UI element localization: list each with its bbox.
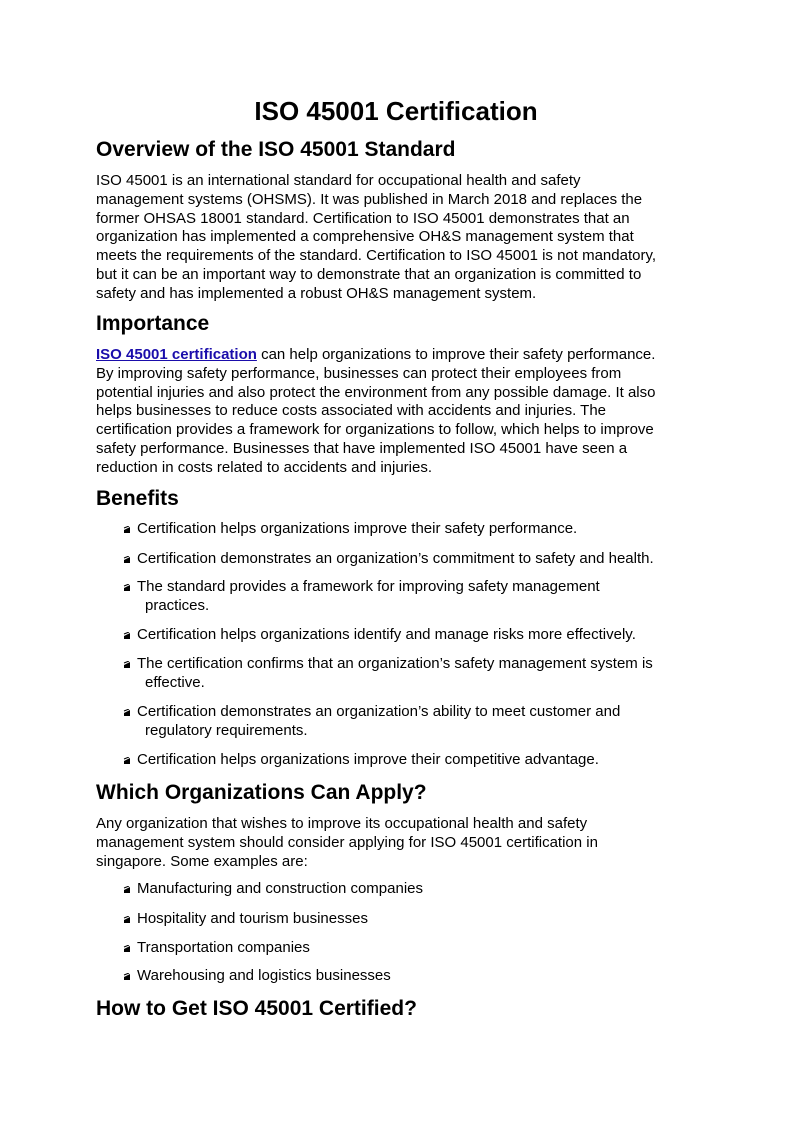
benefit-text-continued: regulatory requirements. — [145, 721, 308, 739]
importance-line: can help organizations to improve their safety performance. — [256, 346, 656, 363]
benefit-text: Certification demonstrates an organization’s commitment to safety and health. — [137, 550, 654, 567]
importance-line: potential injuries and also protect the environment from any possible damage. It also — [96, 383, 656, 401]
importance-line: safety performance. Businesses that have implemented ISO 45001 have seen a — [96, 439, 628, 457]
bullet-icon — [123, 945, 131, 953]
importance-line: certification provides a framework for organizations to follow, which helps to improve — [96, 421, 654, 439]
example-text: Transportation companies — [137, 939, 310, 956]
benefits-section — [96, 486, 696, 512]
importance-line: helps businesses to reduce costs associated with accidents and injuries. The — [96, 402, 607, 420]
bullet-icon — [123, 584, 131, 592]
apply-heading: Which Organizations Can Apply? — [96, 781, 427, 804]
apply-line: Any organization that wishes to improve its occupational health and safety — [96, 815, 588, 832]
apply-line: singapore. Some examples are: — [96, 852, 308, 870]
benefit-text: The standard provides a framework for improving safety management — [137, 578, 600, 595]
importance-paragraph — [96, 346, 696, 478]
benefit-text: Certification helps organizations identify and manage risks more effectively. — [137, 626, 636, 643]
importance-line: By improving safety performance, businesses can protect their employees from — [96, 364, 622, 382]
bullet-icon — [123, 661, 131, 669]
importance-heading: Importance — [96, 312, 210, 335]
benefit-text-continued: effective. — [145, 673, 205, 691]
page-title: ISO 45001 Certification — [254, 96, 538, 126]
list-item — [96, 703, 697, 741]
bullet-icon — [123, 916, 131, 924]
overview-line: ISO 45001 is an international standard for occupational health and safety — [96, 172, 581, 189]
list-item — [96, 626, 697, 645]
benefit-text: Certification helps organizations improve their safety performance. — [137, 520, 578, 537]
bullet-icon — [123, 632, 131, 640]
benefit-text: The certification confirms that an organization’s safety management system is — [137, 655, 653, 672]
benefits-heading: Benefits — [96, 487, 179, 510]
bullet-icon — [123, 556, 131, 564]
list-item — [96, 578, 697, 616]
importance-line: reduction in costs related to accidents and injuries. — [96, 458, 433, 476]
overview-paragraph — [96, 172, 696, 304]
benefit-text-continued: practices. — [145, 596, 210, 614]
importance-section — [96, 311, 696, 478]
list-item — [96, 655, 697, 693]
bullet-icon — [123, 526, 131, 534]
list-item — [96, 939, 697, 958]
benefit-text: Certification demonstrates an organization’s ability to meet customer and — [137, 703, 621, 720]
benefit-text: Certification helps organizations improve their competitive advantage. — [137, 751, 599, 768]
bullet-icon — [123, 973, 131, 981]
bullet-icon — [123, 886, 131, 894]
overview-line: former OHSAS 18001 standard. Certification to ISO 45001 demonstrates that an — [96, 209, 630, 227]
overview-section — [96, 137, 696, 304]
list-item — [96, 880, 697, 899]
overview-line: meets the requirements of the standard. Certification to ISO 45001 is not mandatory, — [96, 247, 657, 265]
list-item — [96, 520, 697, 539]
list-item — [96, 910, 697, 929]
bullet-icon — [123, 709, 131, 717]
apply-line: management system should consider applying for ISO 45001 certification in — [96, 833, 598, 851]
overview-line: safety and has implemented a robust OH&S management system. — [96, 284, 537, 302]
iso-certification-link[interactable]: ISO 45001 certification — [96, 346, 257, 363]
how-heading: How to Get ISO 45001 Certified? — [96, 997, 417, 1020]
overview-line: but it can be an important way to demonstrate that an organization is committed to — [96, 265, 642, 283]
list-item — [96, 550, 697, 569]
overview-line: organization has implemented a comprehensive OH&S management system that — [96, 228, 634, 246]
example-text: Hospitality and tourism businesses — [137, 910, 368, 927]
example-text: Warehousing and logistics businesses — [137, 967, 391, 984]
bullet-icon — [123, 757, 131, 765]
overview-line: management systems (OHSMS). It was published in March 2018 and replaces the — [96, 190, 643, 208]
list-item — [96, 967, 697, 986]
how-section — [96, 996, 696, 1022]
list-item — [96, 751, 697, 770]
overview-heading: Overview of the ISO 45001 Standard — [96, 138, 456, 161]
apply-paragraph — [96, 815, 696, 871]
apply-section — [96, 780, 696, 871]
example-text: Manufacturing and construction companies — [137, 880, 423, 897]
